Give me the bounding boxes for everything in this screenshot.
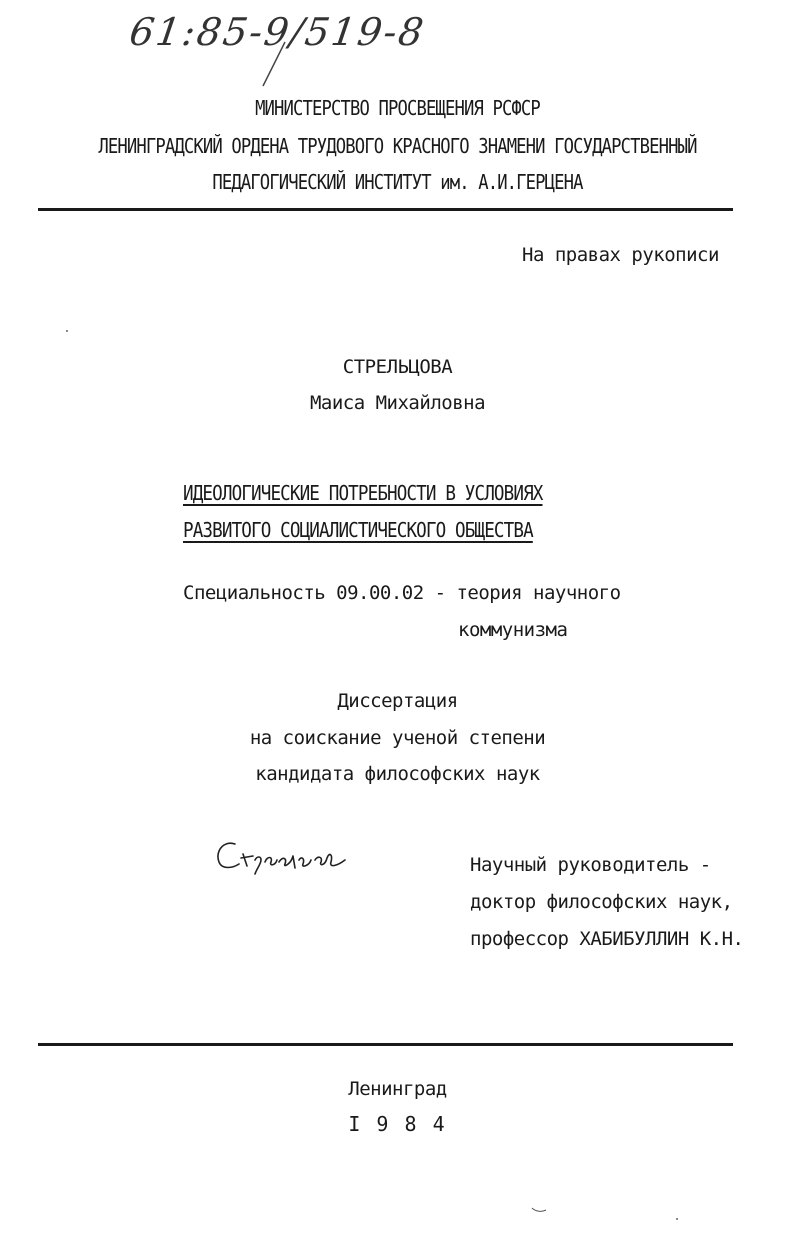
header-institute: ЛЕНИНГРАДСКИЙ ОРДЕНА ТРУДОВОГО КРАСНОГО ЗНАМЕНИ ГОСУДАРСТВЕННЫЙ (98, 134, 697, 158)
title-line-1: ИДЕОЛОГИЧЕСКИЕ ПОТРЕБНОСТИ В УСЛОВИЯХ (183, 481, 543, 505)
header-divider (38, 208, 733, 211)
footer-year: I 9 8 4 (348, 1112, 447, 1136)
footer-city: Ленинград (348, 1078, 447, 1100)
footer-divider (38, 1043, 733, 1046)
scan-mark (530, 1204, 550, 1214)
specialty-line-2: коммунизма (458, 619, 568, 641)
scan-speck (676, 1218, 678, 1220)
supervisor-line-2: доктор философских наук, (470, 891, 733, 913)
specialty-line-1: Специальность 09.00.02 - теория научного (183, 582, 621, 604)
degree-line-3: кандидата философских наук (255, 763, 540, 785)
author-given-names: Маиса Михайловна (309, 392, 486, 414)
archive-number: 61:85-9/519-8 (126, 10, 428, 54)
scan-speck (66, 330, 68, 332)
rights-notice: На правах рукописи (522, 244, 719, 266)
archive-slash-mark (255, 40, 295, 90)
header-ministry: МИНИСТЕРСТВО ПРОСВЕЩЕНИЯ РСФСР (255, 96, 540, 120)
supervisor-line-1: Научный руководитель - (470, 854, 711, 876)
header-institute-name: ПЕДАГОГИЧЕСКИЙ ИНСТИТУТ им. А.И.ГЕРЦЕНА (212, 170, 583, 194)
title-line-2: РАЗВИТОГО СОЦИАЛИСТИЧЕСКОГО ОБЩЕСТВА (183, 518, 533, 542)
author-signature (213, 830, 363, 880)
degree-line-1: Диссертация (337, 690, 458, 712)
degree-line-2: на соискание ученой степени (249, 727, 546, 749)
author-surname: СТРЕЛЬЦОВА (342, 356, 453, 378)
supervisor-line-3: профессор ХАБИБУЛЛИН К.Н. (470, 928, 744, 950)
